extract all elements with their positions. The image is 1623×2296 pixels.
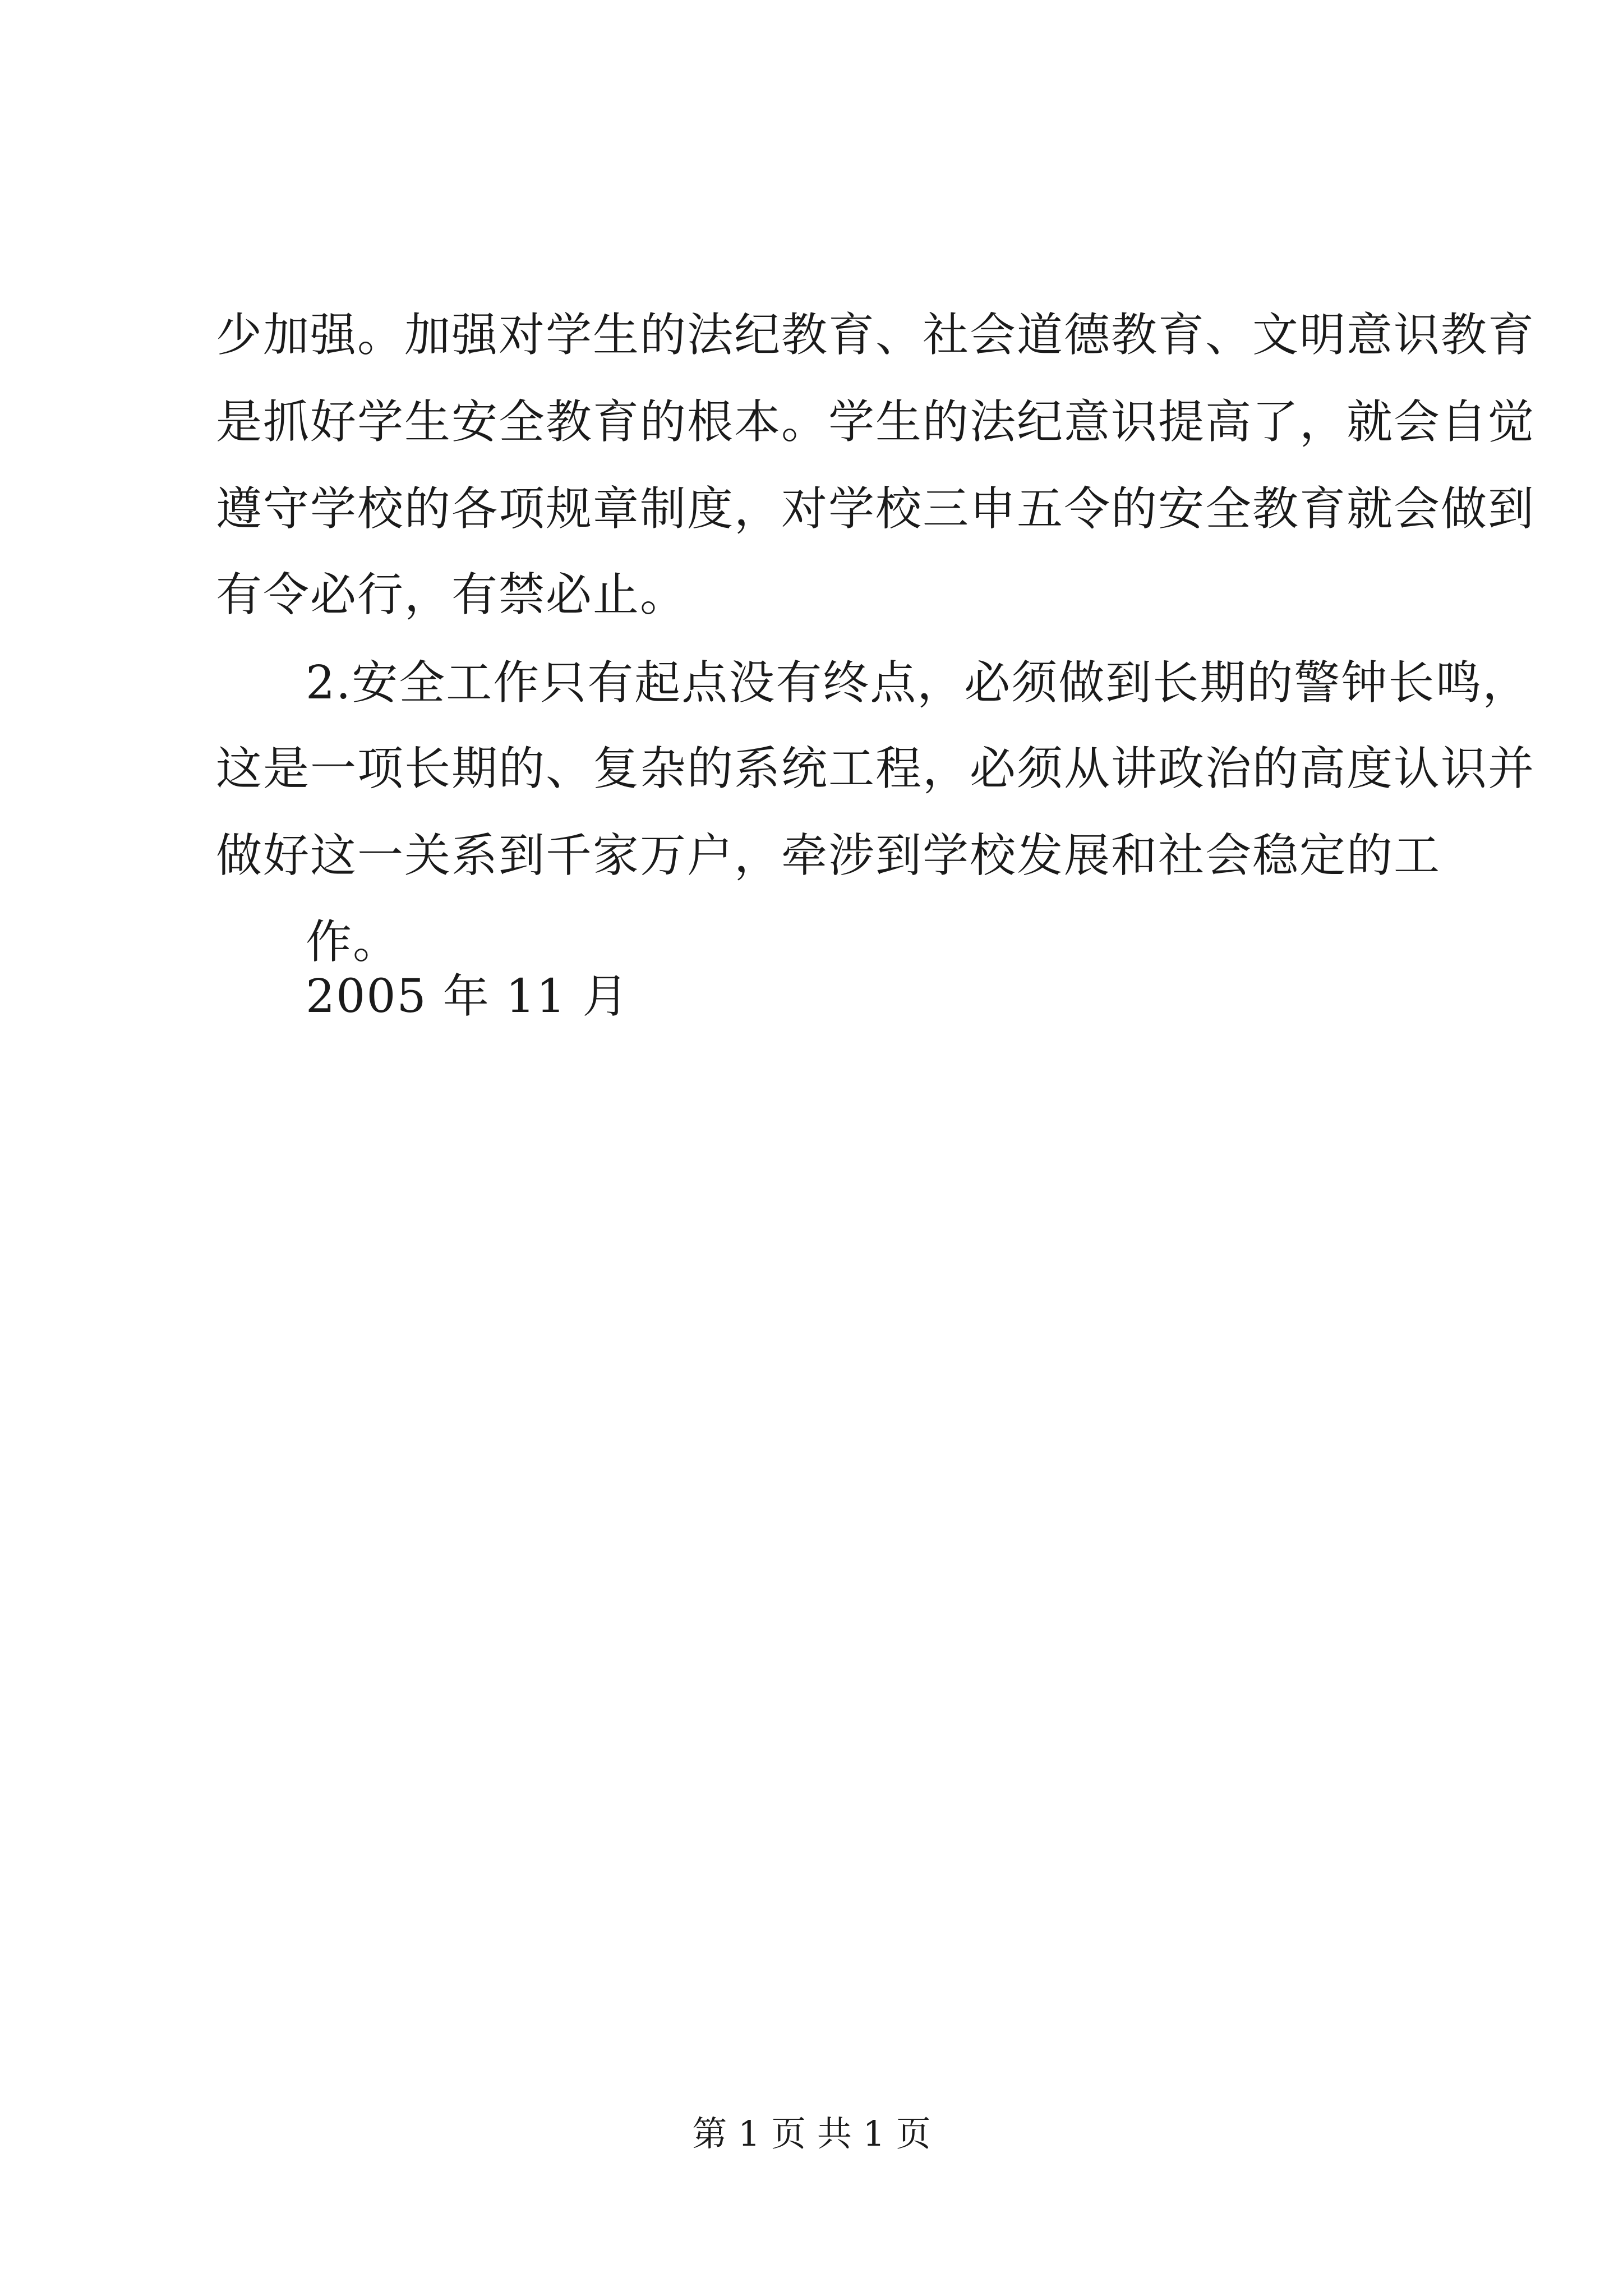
page-number-footer: 第 1 页 共 1 页 <box>692 2113 931 2154</box>
paragraph-line: 是抓好学生安全教育的根本。学生的法纪意识提高了，就会自觉 <box>216 395 1536 449</box>
date-line: 2005 年 11 月 <box>306 970 630 1023</box>
paragraph-line: 做好这一关系到千家万户，牵涉到学校发展和社会稳定的工 <box>216 829 1441 882</box>
paragraph-line: 作。 <box>306 915 400 969</box>
paragraph-line: 2.安全工作只有起点没有终点，必须做到长期的警钟长鸣， <box>306 656 1530 710</box>
paragraph-line: 这是一项长期的、复杂的系统工程，必须从讲政治的高度认识并 <box>216 742 1536 795</box>
paragraph-line: 遵守学校的各项规章制度，对学校三申五令的安全教育就会做到 <box>216 482 1536 536</box>
paragraph-line: 少加强。加强对学生的法纪教育、社会道德教育、文明意识教育 <box>216 309 1536 362</box>
paragraph-line: 有令必行，有禁必止。 <box>216 568 688 622</box>
